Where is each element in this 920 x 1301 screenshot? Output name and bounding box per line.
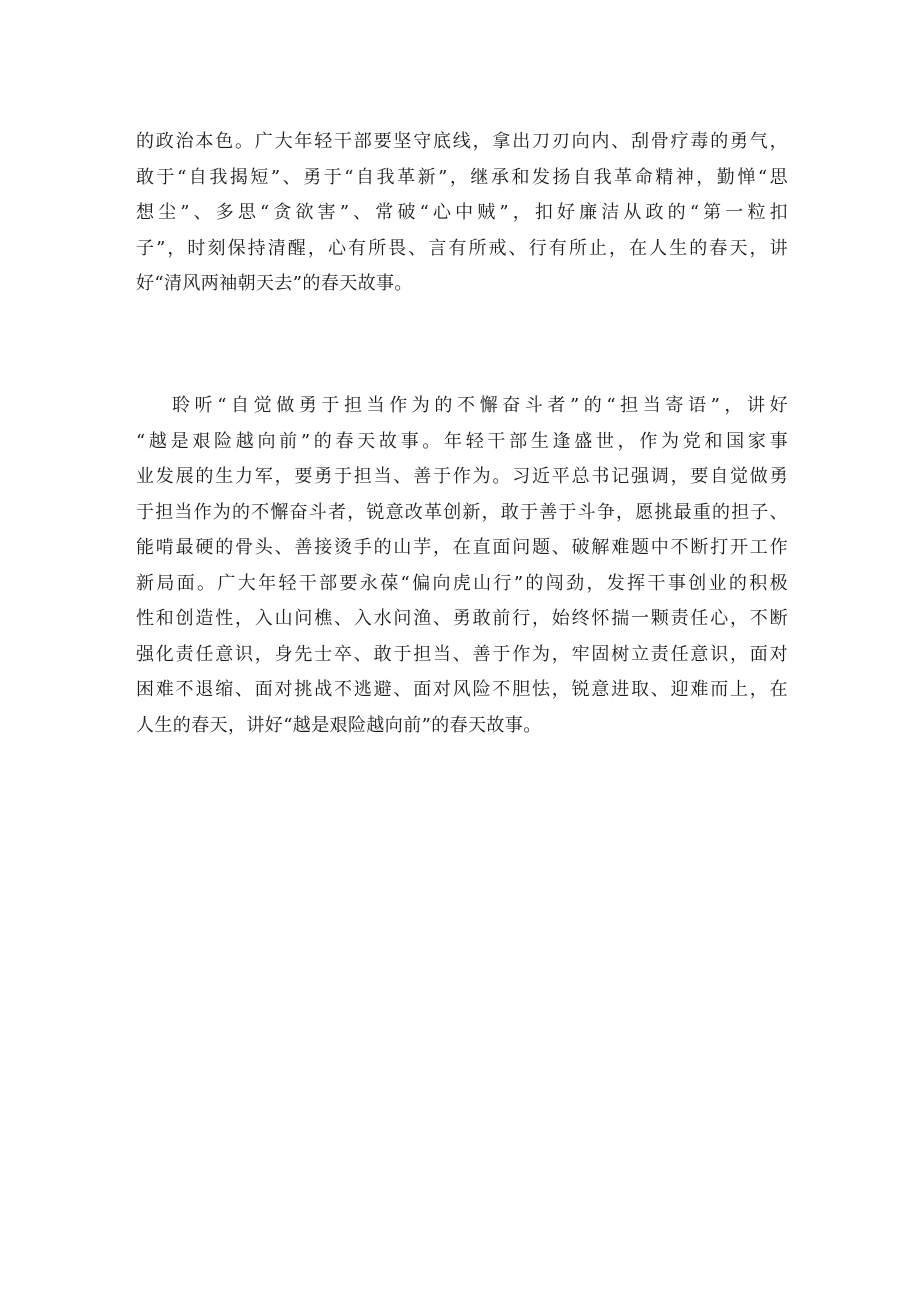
paragraph-line: 聆听“自觉做勇于担当作为的不懈奋斗者”的“担当寄语”，讲好 [172, 395, 788, 416]
paragraph-line: 想尘”、多思“贪欲害”、常破“心中贼”，扣好廉洁从政的“第一粒扣 [136, 202, 788, 223]
paragraph-line: “越是艰险越向前”的春天故事。年轻干部生逢盛世，作为党和国家事 [136, 430, 788, 452]
paragraph-2 [136, 388, 788, 743]
paragraph-line: 能啃最硬的骨头、善接烫手的山芋，在直面问题、破解难题中不断打开工作 [136, 537, 788, 558]
paragraph-line: 人生的春天，讲好“越是艰险越向前”的春天故事。 [136, 714, 542, 736]
paragraph-line: 敢于“自我揭短”、勇于“自我革新”，继承和发扬自我革命精神，勤惮“思 [136, 166, 788, 188]
paragraph-line: 业发展的生力军，要勇于担当、善于作为。习近平总书记强调，要自觉做勇 [136, 466, 788, 487]
paragraph-line: 强化责任意识，身先士卒、敢于担当、善于作为，牢固树立责任意识，面对 [136, 643, 788, 665]
paragraph-line: 性和创造性，入山问樵、入水问渔、勇敢前行，始终怀揣一颗责任心，不断 [136, 608, 788, 629]
paragraph-line: 好“清风两袖朝天去”的春天故事。 [136, 273, 413, 294]
paragraph-line: 困难不退缩、面对挑战不逃避、面对风险不胆怯，锐意进取、迎难而上，在 [136, 679, 788, 700]
paragraph-line: 子”，时刻保持清醒，心有所畏、言有所戒、行有所止，在人生的春天，讲 [136, 237, 788, 259]
paragraph-line: 新局面。广大年轻干部要永葆“偏向虎山行”的闯劲，发挥干事创业的积极 [136, 572, 788, 594]
paragraph-line: 的政治本色。广大年轻干部要坚守底线，拿出刀刃向内、刮骨疗毒的勇气， [136, 131, 788, 152]
paragraph-line: 于担当作为的不懈奋斗者，锐意改革创新，敢于善于斗争，愿挑最重的担子、 [136, 501, 788, 523]
paragraph-1 [136, 124, 788, 302]
